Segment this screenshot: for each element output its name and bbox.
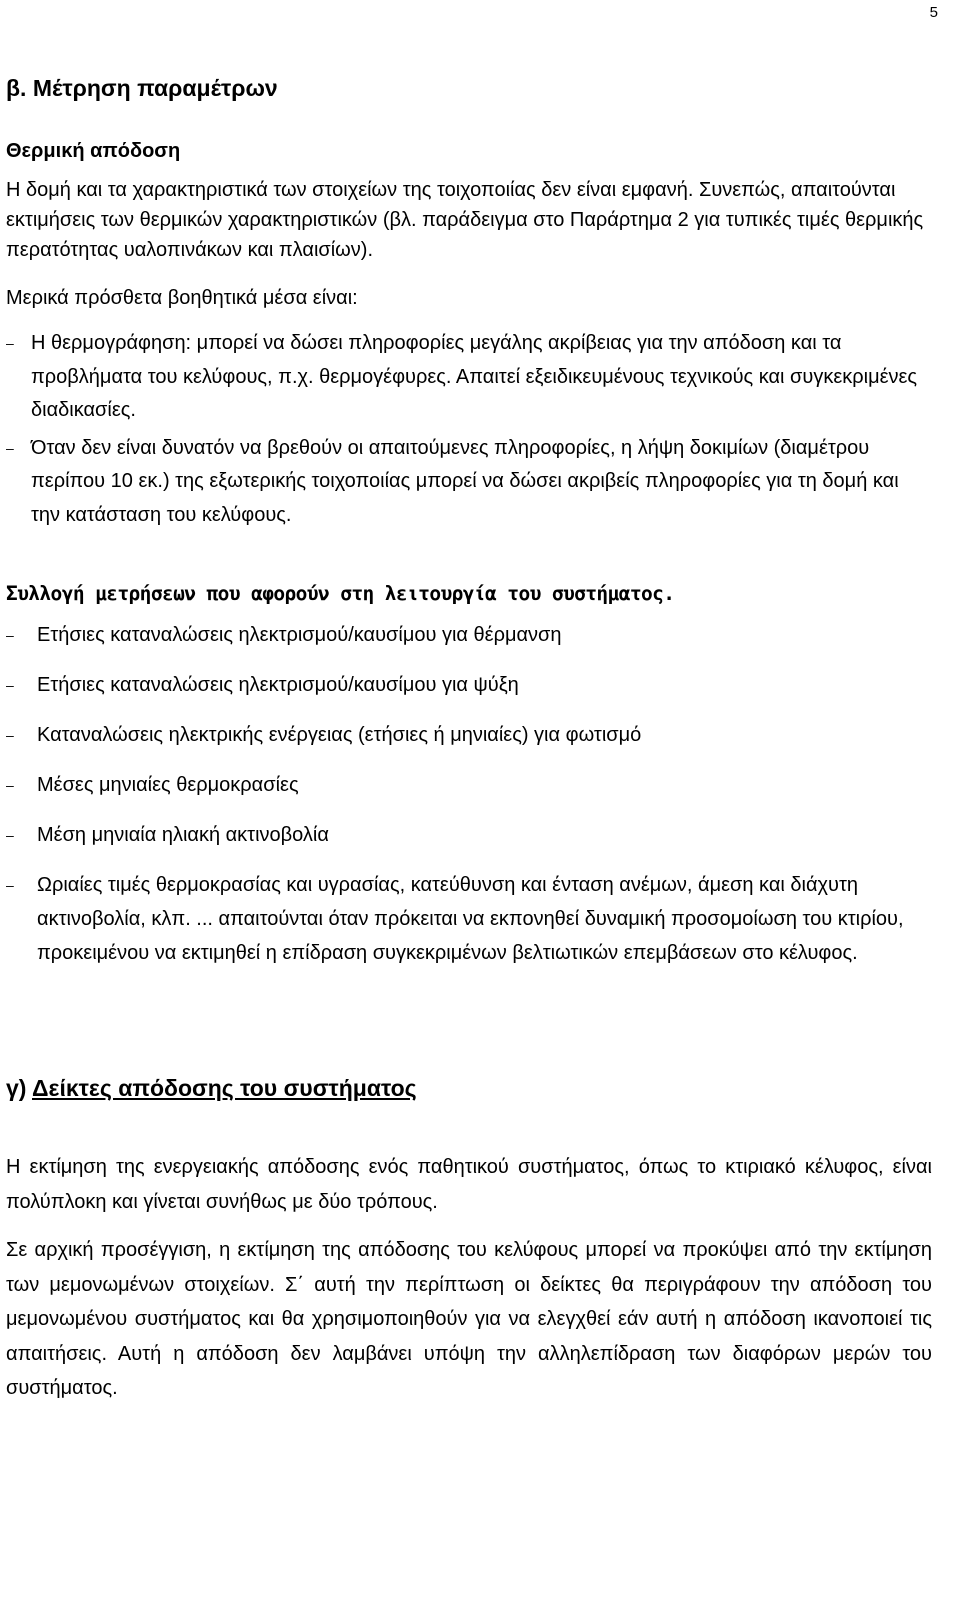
thermal-performance-heading: Θερμική απόδοση [6, 140, 181, 162]
aids-intro-paragraph: Μερικά πρόσθετα βοηθητικά μέσα είναι: [6, 287, 358, 309]
page-content [6, 74, 932, 1406]
list-item [6, 768, 932, 802]
section-beta-title: β. Μέτρηση παραμέτρων [6, 75, 278, 101]
list-item-text: Όταν δεν είναι δυνατόν να βρεθούν οι απαιτούμενες πληροφορίες, η λήψη δοκιμίων (διαμέτρου περίπου 10 εκ.) της εξωτερικής τοιχοποιίας μπορεί να δώσει ακριβείς πληροφορίες για τη δομή και την κατάσταση του κελύφους. [31, 436, 899, 526]
list-item [6, 618, 932, 652]
section-gamma-title-text: Δείκτες απόδοσης του συστήματος [32, 1075, 417, 1101]
measurements-list [6, 618, 932, 970]
dash-bullet-icon: – [6, 827, 14, 843]
measurements-heading: Συλλογή μετρήσεων που αφορούν στη λειτουργία του συστήματος. [6, 582, 675, 605]
dash-bullet-icon: – [6, 727, 14, 743]
list-item [6, 818, 932, 852]
dash-bullet-icon: – [6, 777, 14, 793]
dash-bullet-icon: – [6, 677, 14, 693]
list-item-text: Καταναλώσεις ηλεκτρικής ενέργειας (ετήσιες ή μηνιαίες) για φωτισμό [37, 724, 642, 746]
list-item-text: Η θερμογράφηση: μπορεί να δώσει πληροφορίες μεγάλης ακρίβειας για την απόδοση και τα προβλήματα του κελύφους, π.χ. θερμογέφυρες. Απαιτεί εξειδικευμένους τεχνικούς και συγκεκριμένες διαδικασίες. [31, 332, 918, 421]
list-item [6, 327, 932, 428]
list-item-text: Ετήσιες καταναλώσεις ηλεκτρισμού/καυσίμου για ψύξη [37, 674, 519, 696]
list-item-text: Μέση μηνιαία ηλιακή ακτινοβολία [37, 824, 329, 846]
dash-bullet-icon: – [6, 335, 14, 351]
gamma-paragraph-1: Η εκτίμηση της ενεργειακής απόδοσης ενός παθητικού συστήματος, όπως το κτιριακό κέλυφος, είναι πολύπλοκη και γίνεται συνήθως με δύο τρόπους. [6, 1156, 932, 1213]
aids-list [6, 327, 932, 532]
list-item-text: Ετήσιες καταναλώσεις ηλεκτρισμού/καυσίμου για θέρμανση [37, 624, 562, 646]
list-item [6, 432, 932, 533]
section-gamma-prefix: γ) [6, 1075, 32, 1101]
list-item-text: Ωριαίες τιμές θερμοκρασίας και υγρασίας, κατεύθυνση και ένταση ανέμων, άμεση και διάχυτη ακτινοβολία, κλπ. ... απαιτούνται όταν πρόκειται να εκπονηθεί δυναμική προσομοίωση του κτιρίου, προκειμένου να εκτιμηθεί η επίδραση συγκεκριμένων βελτιωτικών επεμβάσεων στο κέλυφος. [37, 874, 904, 964]
thermal-paragraph: Η δομή και τα χαρακτηριστικά των στοιχείων της τοιχοποιίας δεν είναι εμφανή. Συνεπώς, απαιτούνται εκτιμήσεις των θερμικών χαρακτηριστικών (βλ. παράδειγμα στο Παράρτημα 2 για τυπικές τιμές θερμικής περατότητας υαλοπινάκων και πλαισίων). [6, 179, 924, 261]
list-item [6, 868, 932, 970]
gamma-paragraph-2: Σε αρχική προσέγγιση, η εκτίμηση της απόδοσης του κελύφους μπορεί να προκύψει από την εκτίμηση των μεμονωμένων στοιχείων. Σ΄ αυτή την περίπτωση οι δείκτες θα περιγράφουν την απόδοση του μεμονωμένου συστήματος και θα χρησιμοποιηθούν για να ελεγχθεί εάν αυτή η απόδοση ικανοποιεί τις απαιτήσεις. Αυτή η απόδοση δεν λαμβάνει υπόψη την αλληλεπίδραση των διαφόρων μερών του συστήματος. [6, 1239, 932, 1399]
list-item [6, 718, 932, 752]
list-item-text: Μέσες μηνιαίες θερμοκρασίες [37, 774, 299, 796]
dash-bullet-icon: – [6, 877, 14, 893]
dash-bullet-icon: – [6, 439, 14, 456]
dash-bullet-icon: – [6, 627, 14, 643]
page-number: 5 [929, 4, 938, 21]
section-gamma-title [6, 1074, 932, 1102]
list-item [6, 668, 932, 702]
